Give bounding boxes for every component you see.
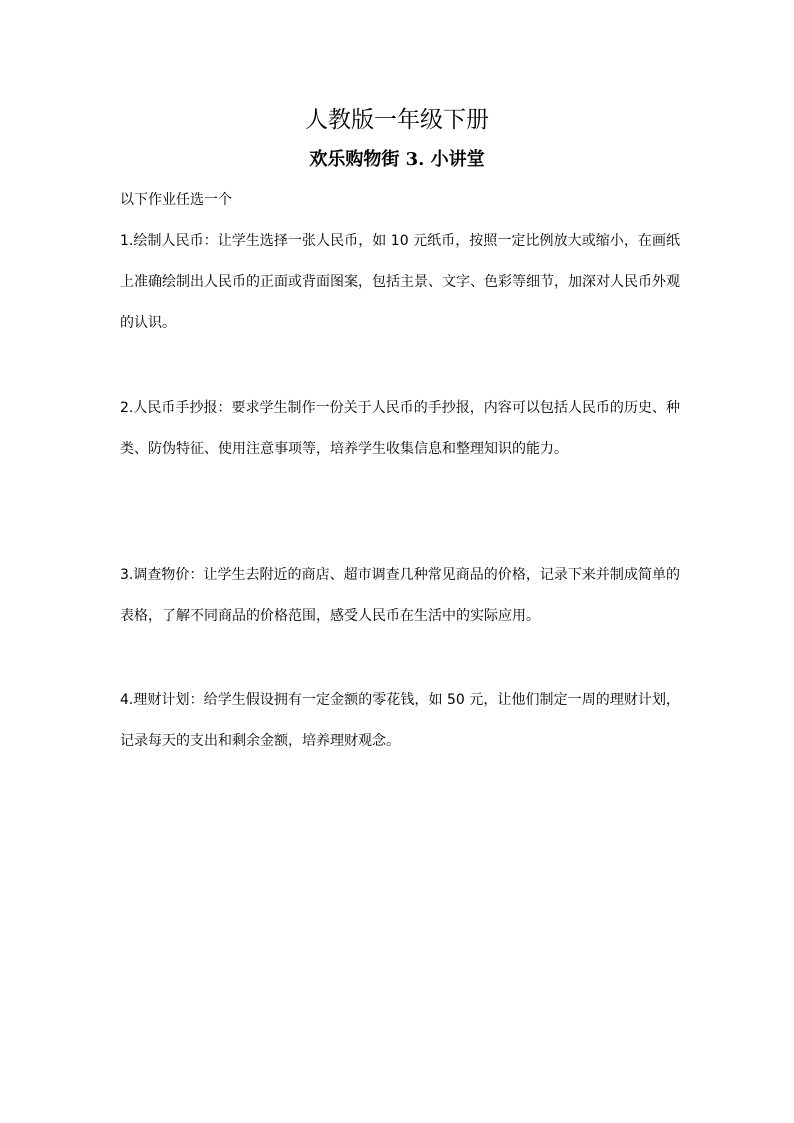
document-subtitle: 欢乐购物街 3. 小讲堂 <box>309 149 485 170</box>
assignment-item-3: 3.调查物价：让学生去附近的商店、超市调查几种常见商品的价格，记录下来并制成简单的表格，了解不同商品的价格范围，感受人民币在生活中的实际应用。 <box>120 567 680 624</box>
document-title: 人教版一年级下册 <box>305 107 489 133</box>
assignment-intro: 以下作业任选一个 <box>120 192 232 208</box>
assignment-item-2: 2.人民币手抄报：要求学生制作一份关于人民币的手抄报，内容可以包括人民币的历史、种类、防伪特征、使用注意事项等，培养学生收集信息和整理知识的能力。 <box>120 400 680 457</box>
assignment-item-4: 4.理财计划：给学生假设拥有一定金额的零花钱，如 50 元，让他们制定一周的理财计划，记录每天的支出和剩余金额，培养理财观念。 <box>120 692 680 749</box>
assignment-item-1: 1.绘制人民币：让学生选择一张人民币，如 10 元纸币，按照一定比例放大或缩小，在画纸上准确绘制出人民币的正面或背面图案，包括主景、文字、色彩等细节，加深对人民币外观的认识。 <box>120 233 680 331</box>
